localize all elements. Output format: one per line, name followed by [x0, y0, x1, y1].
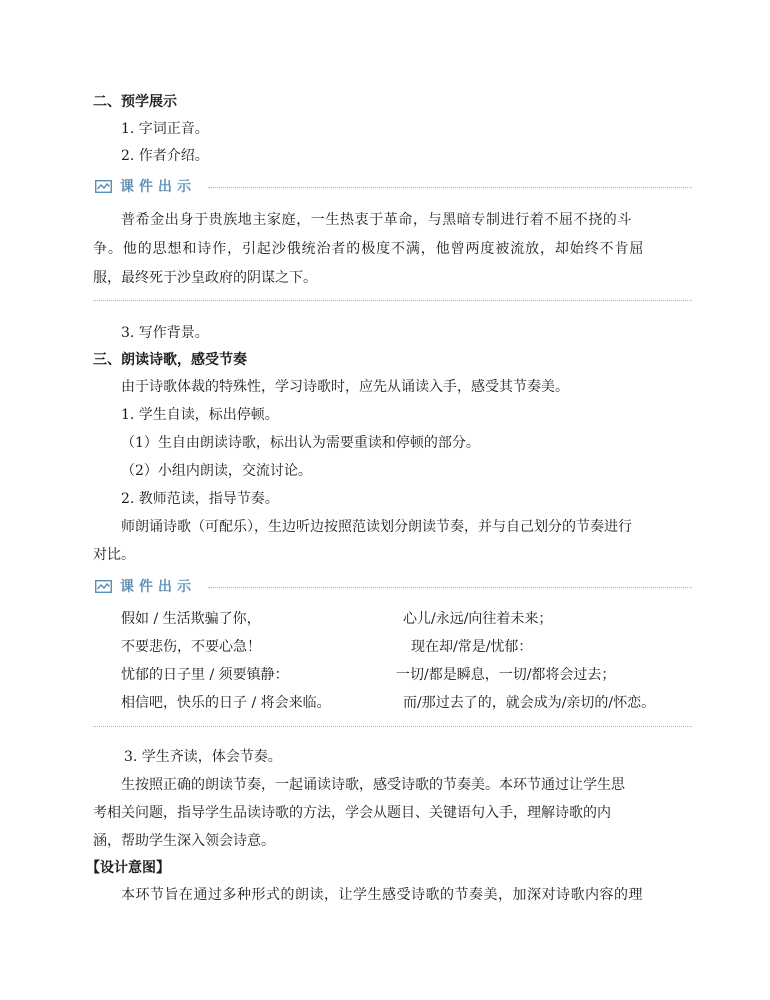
preview-item-3: 3. 写作背景。 — [121, 325, 209, 341]
callout-header-2 — [95, 576, 196, 596]
preview-item-1: 1. 字词正音。 — [121, 121, 209, 137]
poem-line-left: 不要悲伤，不要心急！ — [121, 639, 261, 655]
courseware-icon — [95, 180, 112, 193]
poem-line-right: 现在却/常是/忧郁： — [411, 639, 533, 655]
reading-step-3-desc: 考相关问题，指导学生品读诗歌的方法，学会从题目、关键语句入手，理解诗歌的内 — [93, 805, 611, 821]
poem-line-right: 一切/都是瞬息，一切/都将会过去； — [396, 667, 616, 683]
callout-bottom-divider — [93, 300, 692, 301]
poem-line-right: 而/那过去了的，就会成为/亲切的/怀恋。 — [403, 695, 656, 711]
reading-step-3-desc: 涵，帮助学生深入领会诗意。 — [93, 833, 275, 849]
poem-line-left: 忧郁的日子里 / 须要镇静： — [121, 667, 289, 683]
reading-step-3: 3. 学生齐读，体会节奏。 — [124, 749, 282, 765]
callout-label: 课件出示 — [120, 179, 196, 195]
poem-line-left: 假如 / 生活欺骗了你， — [121, 611, 261, 627]
reading-step-3-desc: 生按照正确的朗读节奏，一起诵读诗歌，感受诗歌的节奏美。本环节通过让学生思 — [121, 777, 625, 793]
callout-text-line: 服，最终死于沙皇政府的阴谋之下。 — [93, 270, 317, 286]
callout-label: 课件出示 — [120, 579, 196, 595]
section-heading-reading: 三、朗读诗歌，感受节奏 — [93, 352, 247, 368]
preview-item-2: 2. 作者介绍。 — [121, 148, 209, 164]
reading-step-2-desc: 师朗诵诗歌（可配乐），生边听边按照范读划分朗读节奏，并与自己划分的节奏进行 — [121, 519, 632, 535]
callout-text-line: 争。他的思想和诗作，引起沙俄统治者的极度不满，他曾两度被流放，却始终不肯屈 — [93, 241, 645, 257]
reading-step-2: 2. 教师范读，指导节奏。 — [121, 491, 279, 507]
callout-text-line: 普希金出身于贵族地主家庭，一生热衷于革命，与黑暗专制进行着不屈不挠的斗 — [121, 212, 632, 228]
design-intent-heading: 【设计意图】 — [86, 860, 170, 876]
poem-line-left: 相信吧，快乐的日子 / 将会来临。 — [121, 695, 331, 711]
reading-step-1a: （1）生自由朗读诗歌，标出认为需要重读和停顿的部分。 — [121, 435, 480, 451]
section-heading-preview: 二、预学展示 — [93, 94, 177, 110]
reading-step-2-desc: 对比。 — [93, 547, 135, 563]
reading-intro: 由于诗歌体裁的特殊性，学习诗歌时，应先从诵读入手，感受其节奏美。 — [121, 379, 569, 395]
reading-step-1: 1. 学生自读，标出停顿。 — [121, 407, 279, 423]
poem-line-right: 心儿/永远/向往着未来； — [403, 611, 553, 627]
callout-bottom-divider — [93, 726, 692, 727]
callout-top-divider — [208, 587, 692, 588]
courseware-icon — [95, 580, 112, 593]
callout-top-divider — [208, 187, 692, 188]
design-intent-text: 本环节旨在通过多种形式的朗读，让学生感受诗歌的节奏美，加深对诗歌内容的理 — [121, 887, 643, 903]
reading-step-1b: （2）小组内朗读，交流讨论。 — [121, 463, 312, 479]
callout-header-1 — [95, 176, 196, 196]
